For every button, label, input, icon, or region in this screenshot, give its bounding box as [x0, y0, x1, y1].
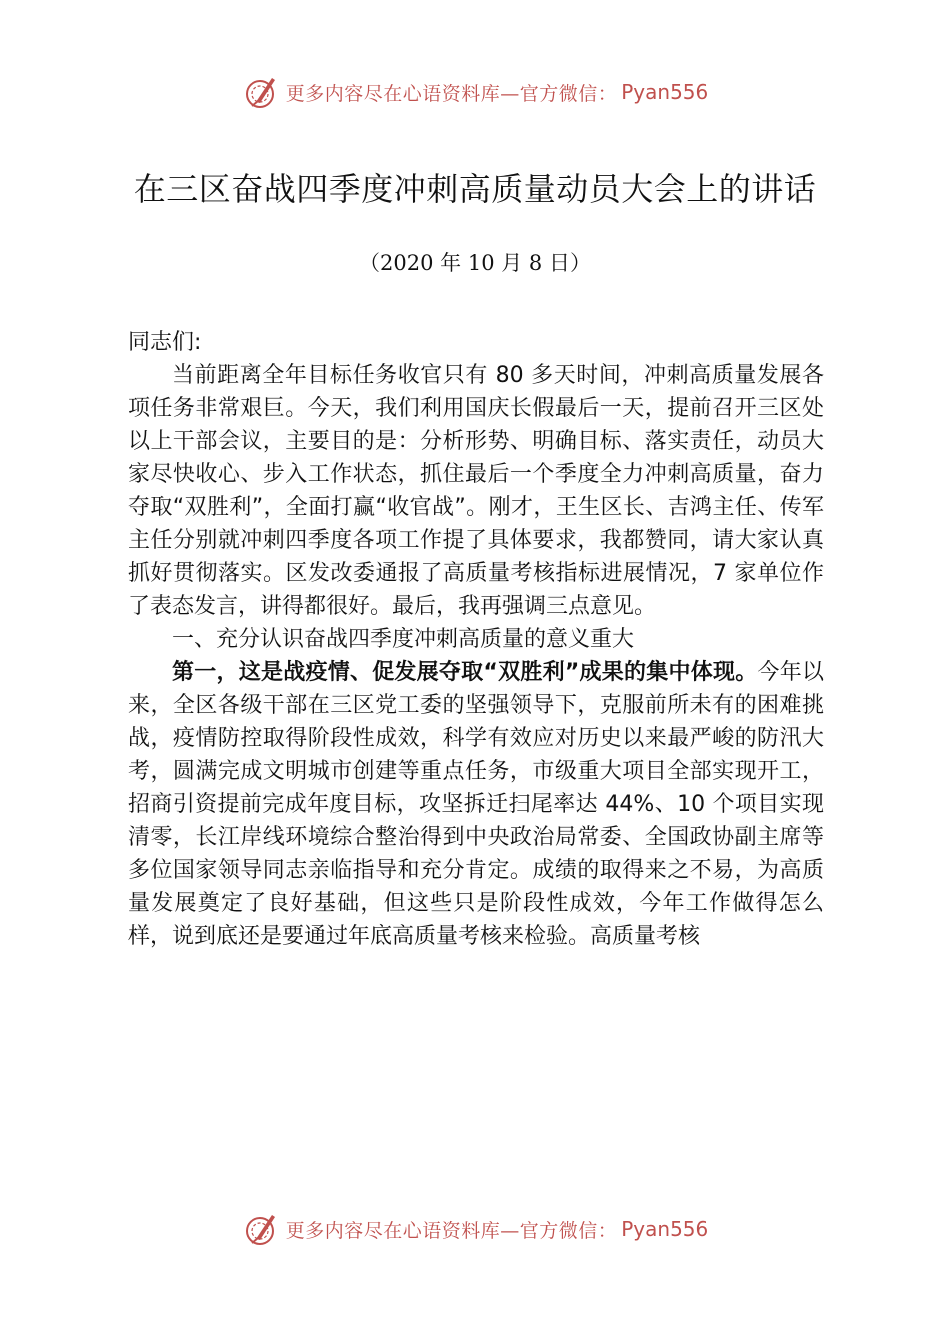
footer-banner — [0, 1209, 950, 1249]
header-banner — [0, 72, 950, 112]
point-1-paragraph — [128, 656, 824, 953]
quill-logo-icon — [242, 72, 282, 112]
section-1-heading: 一、充分认识奋战四季度冲刺高质量的意义重大 — [172, 627, 635, 652]
point-1-body: 今年以来，全区各级干部在三区党工委的坚强领导下，克服前所未有的困难挑战，疫情防控取得阶段性成效，科学有效应对历史以来最严峻的防汛大考，圆满完成文明城市创建等重点任务，市级重大项目全部实现开工，招商引资提前完成年度目标，攻坚拆迁扫尾率达 44%、10 个项目实现清零，长江岸线环境综合整治得到中央政治局常委、全国政协副主席等多位国家领导同志亲临指导和充分肯定。成绩的取得来之不易，为高质量发展奠定了良好基础，但这些只是阶段性成效，今年工作做得怎么样，说到底还是要通过年底高质量考核来检验。高质量考核 — [128, 660, 824, 949]
quill-logo-icon — [242, 1209, 282, 1249]
document-body — [128, 326, 824, 953]
header-banner-id: Pyan556 — [621, 80, 709, 104]
document-date: （2020 年 10 月 8 日） — [359, 251, 591, 275]
footer-banner-text: 更多内容尽在心语资料库—官方微信： — [285, 1219, 618, 1242]
footer-banner-id: Pyan556 — [621, 1217, 709, 1241]
point-1-lead: 第一，这是战疫情、促发展夺取“双胜利”成果的集中体现。 — [172, 660, 758, 685]
header-banner-text: 更多内容尽在心语资料库—官方微信： — [285, 82, 618, 105]
document-title: 在三区奋战四季度冲刺高质量动员大会上的讲话 — [133, 170, 817, 208]
paragraph-1: 当前距离全年目标任务收官只有 80 多天时间，冲刺高质量发展各项任务非常艰巨。今天，我们利用国庆长假最后一天，提前召开三区处以上干部会议，主要目的是：分析形势、明确目标、落实责任，动员大家尽快收心、步入工作状态，抓住最后一个季度全力冲刺高质量，奋力夺取“双胜利”，全面打赢“收官战”。刚才，王生区长、吉鸿主任、传军主任分别就冲刺四季度各项工作提了具体要求，我都赞同，请大家认真抓好贯彻落实。区发改委通报了高质量考核指标进展情况，7 家单位作了表态发言，讲得都很好。最后，我再强调三点意见。 — [128, 363, 824, 619]
salutation: 同志们: — [128, 330, 202, 355]
